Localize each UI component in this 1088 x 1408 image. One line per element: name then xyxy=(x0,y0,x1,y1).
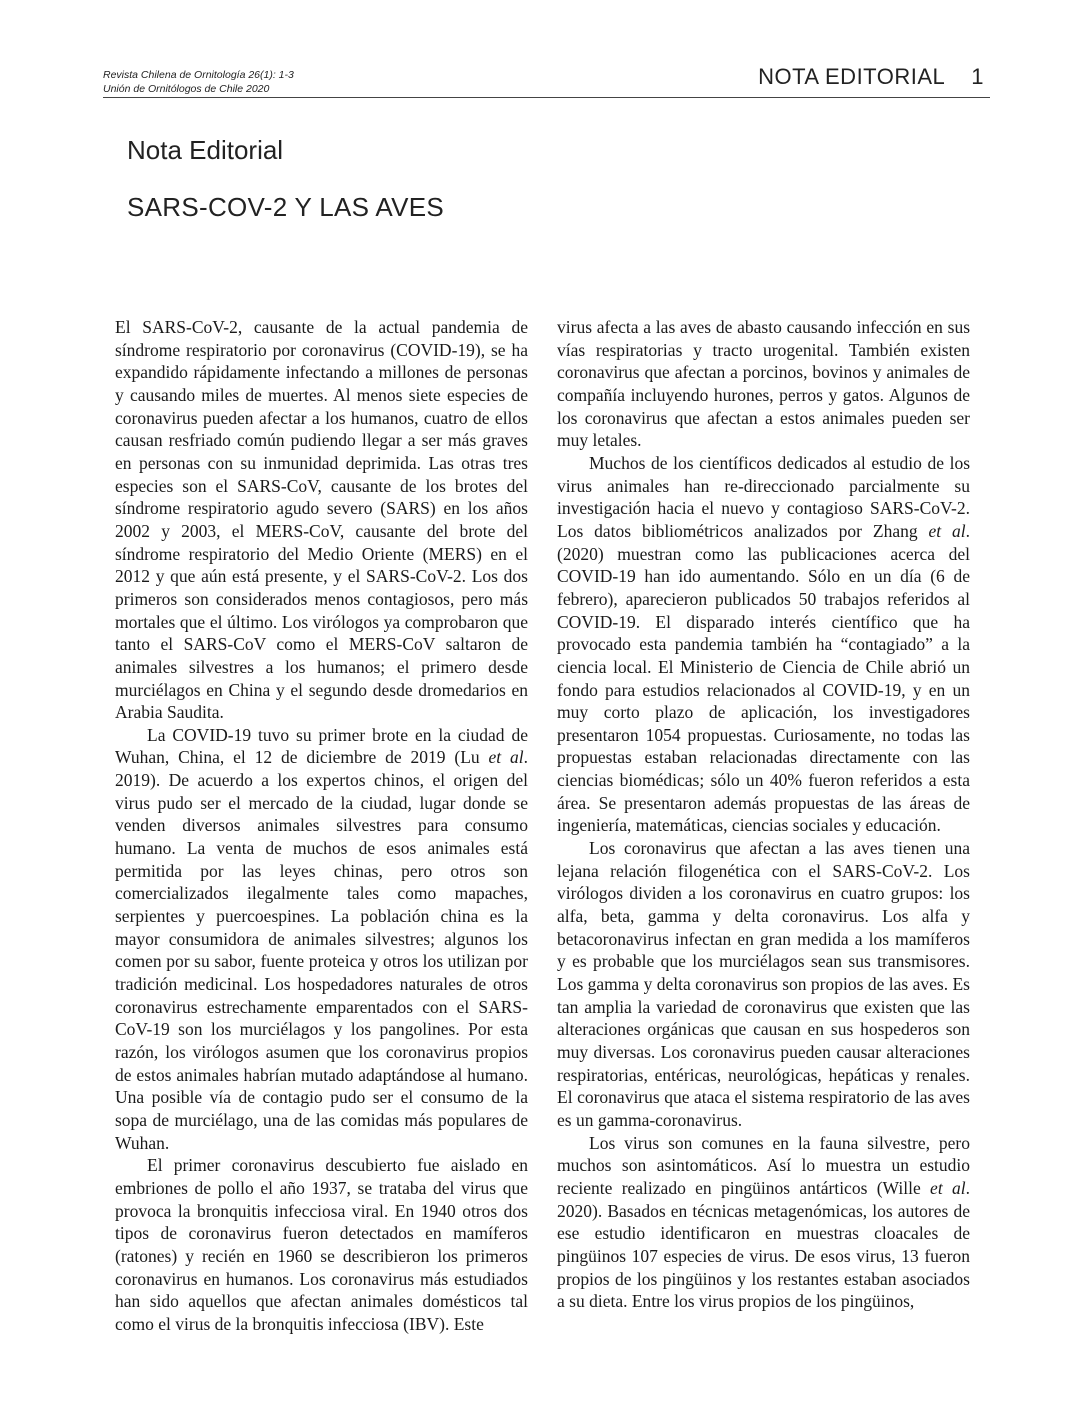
paragraph xyxy=(115,724,528,1154)
header-divider xyxy=(103,97,990,98)
text-run: . 2020). Basados en técnicas metagenómicas, los autores de ese estudio identificaron en muestras cloacales de pingüinos 107 especies de virus. De esos virus, 13 fueron propios de los pingüinos y los restantes estaban asociados a su dieta. Entre los virus propios de los pingüinos, xyxy=(557,1177,970,1312)
left-column xyxy=(115,316,528,1336)
text-run: La COVID-19 tuvo su primer brote en la ciudad de Wuhan, China, el 12 de diciembre de 2019 (Lu xyxy=(115,724,528,768)
paragraph xyxy=(557,837,970,1132)
paragraph xyxy=(557,316,970,452)
right-column xyxy=(557,316,970,1313)
article-title: SARS-COV-2 Y LAS AVES xyxy=(127,192,445,222)
page-number: 1 xyxy=(971,64,984,89)
citation-etal: et al xyxy=(928,520,966,541)
section-label: Nota Editorial xyxy=(127,135,284,165)
section-heading: NOTA EDITORIAL xyxy=(758,64,946,89)
text-run: . 2019). De acuerdo a los expertos chinos, el origen del virus pudo ser el mercado de la ciudad, lugar donde se venden diversos animales silvestres para consumo humano. La venta de muchos de esos animales está permitida por las leyes chinas, pero otros son comercializados ilegalmente tales como mapaches, serpientes y puercoespines. La población china es la mayor consumidora de animales silvestres; algunos los comen por su sabor, fuente proteica y otros los utilizan por tradición medicinal. Los hospedadores naturales de otros coronavirus estrechamente emparentados con el SARS-CoV-19 son los murciélagos y los pangolines. Por esta razón, los virólogos asumen que los coronavirus propios de estos animales habrían mutado adaptándose al humano. Una posible vía de contagio pudo ser el consumo de la sopa de murciélago, una de las comidas más populares de Wuhan. xyxy=(115,747,528,1153)
citation-etal: et al xyxy=(488,747,524,768)
paragraph xyxy=(115,316,528,724)
paragraph xyxy=(557,1132,970,1313)
text-run: El primer coronavirus descubierto fue aislado en embriones de pollo el año 1937, se trataba del virus que provoca la bronquitis infecciosa viral. En 1940 otros dos tipos de coronavirus fueron detectados en mamíferos (ratones) y recién en 1960 se describieron los primeros coronavirus en humanos. Los coronavirus más estudiados han sido aquellos que afectan animales domésticos tal como el virus de la bronquitis infecciosa (IBV). Este xyxy=(115,1155,528,1334)
text-run: . (2020) muestran como las publicaciones acerca del COVID-19 han ido aumentando. Sólo en un día (6 de febrero), aparecieron publicados 50 trabajos referidos al COVID-19. El disparado interés científico que ha provocado esta pandemia también ha “contagiado” a la ciencia local. El Ministerio de Ciencia de Chile abrió un fondo para estudios relacionados al COVID-19, y en un muy corto plazo de aplicación, los investigadores presentaron 1054 propuestas. Curiosamente, no todas las propuestas estaban relacionadas directamente con las ciencias biomédicas; sólo un 40% fueron referidos a esta área. Se presentaron además propuestas de las áreas de ingeniería, matemáticas, ciencias sociales y educación. xyxy=(557,520,970,836)
journal-citation xyxy=(103,68,294,96)
citation-etal: et al xyxy=(930,1177,966,1198)
text-run: Los virus son comunes en la fauna silvestre, pero muchos son asintomáticos. Así lo muestra un estudio reciente realizado en pingüinos antárticos (Wille xyxy=(557,1132,970,1198)
text-run: El SARS-CoV-2, causante de la actual pandemia de síndrome respiratorio por coronavirus (COVID-19), se ha expandido rápidamente infectando a millones de personas y causando miles de muertes. Al menos siete especies de coronavirus pueden afectar a los humanos, cuatro de ellos causan resfriado común pudiendo llegar a ser más graves en personas con su inmunidad deprimida. Las otras tres especies son el SARS-CoV, causante de los brotes del síndrome respiratorio agudo severo (SARS) en los años 2002 y 2003, el MERS-CoV, causante del brote del síndrome respiratorio del Medio Oriente (MERS) en el 2012 y que aún está presente, y el SARS-CoV-2. Los dos primeros son considerados menos contagiosos, pero más mortales que el último. Los virólogos ya comprobaron que tanto el SARS-CoV como el MERS-CoV saltaron de animales silvestres a los humanos; el primero desde murciélagos en China y el segundo desde dromedarios en Arabia Saudita. xyxy=(115,317,528,723)
publisher-line: Unión de Ornitólogos de Chile 2020 xyxy=(103,83,270,95)
running-head xyxy=(758,64,984,90)
journal-name: Revista Chilena de Ornitología 26(1): 1-3 xyxy=(103,69,294,81)
text-run: Muchos de los científicos dedicados al estudio de los virus animales han re-direccionado parcialmente su investigación hacia el nuevo y contagioso SARS-CoV-2. Los datos bibliométricos analizados por Zhang xyxy=(557,452,970,541)
text-run: virus afecta a las aves de abasto causando infección en sus vías respiratorias y tracto urogenital. También existen coronavirus que afectan a porcinos, bovinos y animales de compañía incluyendo hurones, perros y gatos. Algunos de los coronavirus que afectan a estos animales pueden ser muy letales. xyxy=(557,317,970,451)
paragraph xyxy=(557,452,970,837)
paragraph xyxy=(115,1154,528,1335)
text-run: Los coronavirus que afectan a las aves tienen una lejana relación filogenética con el SARS-CoV-2. Los virólogos dividen a los coronavirus en cuatro grupos: los alfa, beta, gamma y delta coronavirus. Los alfa y betacoronavirus infectan en gran medida a los mamíferos y es probable que los murciélagos sean sus transmisores. Los gamma y delta coronavirus son propios de las aves. Es tan amplia la variedad de coronavirus que existen que las alteraciones orgánicas que causan en sus hospederos son muy diversas. Los coronavirus pueden causar alteraciones respiratorias, entéricas, neurológicas, hepáticas y renales. El coronavirus que ataca el sistema respiratorio de las aves es un gamma-coronavirus. xyxy=(557,838,970,1130)
